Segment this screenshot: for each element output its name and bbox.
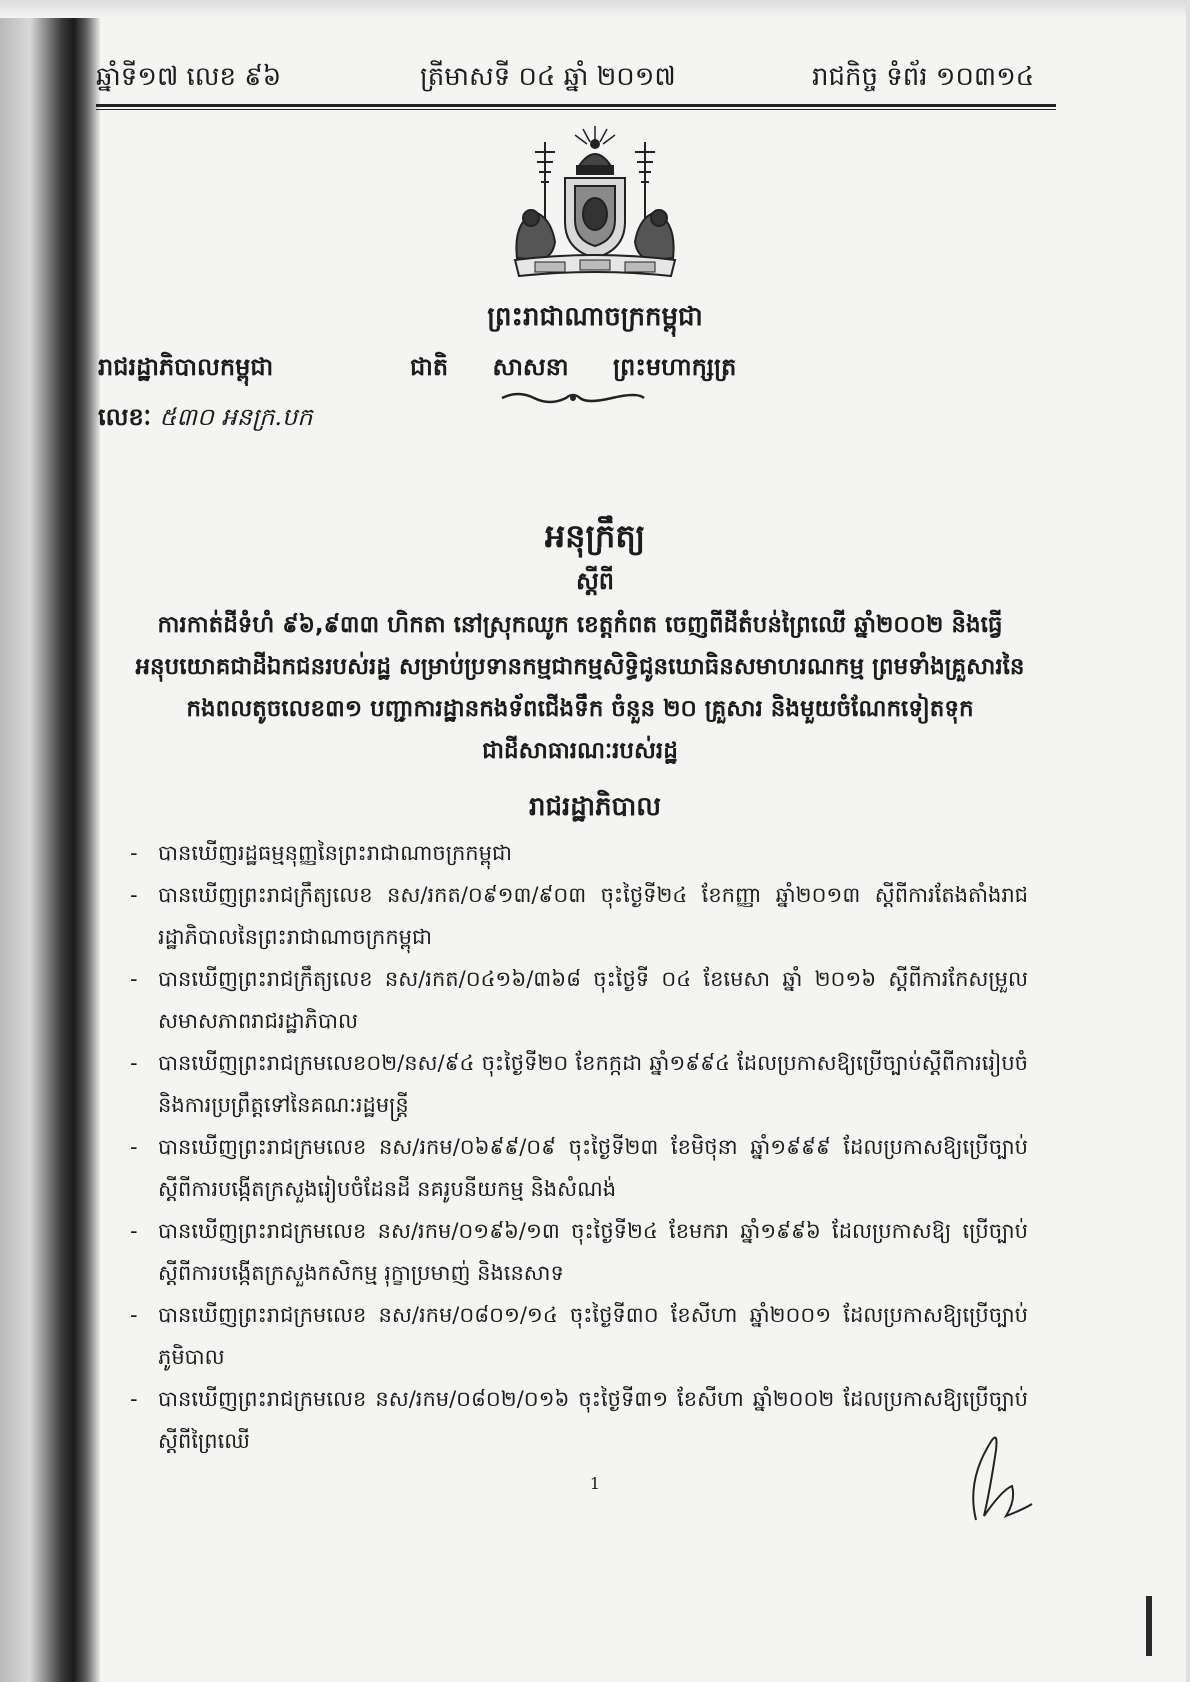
scan-shadow-top	[0, 0, 1190, 18]
gazette-page: រាជកិច្ច ទំព័រ ១០៣១៤	[812, 62, 1035, 92]
scan-shadow	[0, 0, 100, 1682]
page-number: 1	[589, 1474, 601, 1493]
scan-mark	[1146, 1596, 1152, 1656]
national-motto	[410, 352, 772, 387]
kingdom-title: ព្រះរាជាណាចក្រកម្ពុជា	[487, 302, 703, 332]
header-rule	[96, 104, 1056, 110]
preamble-item: - បានឃើញព្រះរាជក្រឹត្យលេខ នស/រកត/០៤១៦/៣៦៨ ចុះថ្ងៃទី ០៤ ខែមេសា ឆ្នាំ ២០១៦ ស្តីពីការកែសម្រួលសមាសភាពរាជរដ្ឋាភិបាល	[128, 958, 1028, 1042]
gazette-quarter: ត្រីមាសទី ០៤ ឆ្នាំ ២០១៧	[420, 62, 676, 92]
preamble-item: - បានឃើញព្រះរាជក្រមលេខ នស/រកម/០១៩៦/១៣ ចុះថ្ងៃទី២៤ ខែមករា ឆ្នាំ១៩៩៦ ដែលប្រកាសឱ្យ ប្រើច្បាប់ ស្តីពីការបង្កើតក្រសួងកសិកម្ម រុក្ខាប្រមាញ់ និងនេសាទ	[128, 1210, 1028, 1294]
document-number	[98, 402, 312, 437]
document-subject: ការកាត់ដីទំហំ ៩៦,៩៣៣ ហិកតា នៅស្រុកឈូក ខេត្តកំពត ចេញពីដីតំបន់ព្រៃឈើ ឆ្នាំ២០០២ និងធ្វើអនុបយោគជាដីឯកជនរបស់រដ្ឋ សម្រាប់ប្រទានកម្មជាកម្មសិទ្ធិជូនឃោធិនសមាហរណកម្ម ព្រមទាំងគ្រួសារនៃកងពលតូចលេខ៣១ បញ្ជាការដ្ឋានកងទ័ពជើងទឹក ចំនួន ២០ គ្រួសារ និងមួយចំណែកទៀតទុកជាដីសាធារណៈរបស់រដ្ឋ	[135, 612, 1025, 764]
preamble-item: - បានឃើញព្រះរាជក្រមលេខ០២/នស/៩៤ ចុះថ្ងៃទី២០ ខែកក្កដា ឆ្នាំ១៩៩៤ ដែលប្រកាសឱ្យប្រើច្បាប់ស្តីពីការរៀបចំនិងការប្រព្រឹត្តទៅនៃគណៈរដ្ឋមន្ត្រី	[128, 1042, 1028, 1126]
preamble-item: - បានឃើញព្រះរាជក្រមលេខ នស/រកម/០៨០១/១៤ ចុះថ្ងៃទី៣០ ខែសីហា ឆ្នាំ២០០១ ដែលប្រកាសឱ្យប្រើច្បាប់ភូមិបាល	[128, 1294, 1028, 1378]
handwritten-signature-icon	[962, 1420, 1042, 1530]
government-heading: រាជរដ្ឋាភិបាល	[528, 792, 662, 822]
preamble-item: - បានឃើញរដ្ឋធម្មនុញ្ញនៃព្រះរាជាណាចក្រកម្ពុជា	[128, 832, 1028, 874]
document-about: ស្តីពី	[575, 567, 615, 595]
preamble-list	[128, 832, 1028, 1462]
preamble-item: - បានឃើញព្រះរាជក្រមលេខ នស/រកម/០៦៩៩/០៩ ចុះថ្ងៃទី២៣ ខែមិថុនា ឆ្នាំ១៩៩៩ ដែលប្រកាសឱ្យប្រើច្បាប់ស្តីពីការបង្កើតក្រសួងរៀបចំដែនដី នគរូបនីយកម្ម និងសំណង់	[128, 1126, 1028, 1210]
motto-king: ព្រះមហាក្សត្រ	[612, 353, 737, 381]
page-edge	[1186, 0, 1190, 1682]
document-number-value: ៥៣០ អនក្រ.បក	[159, 403, 313, 431]
government-name: រាជរដ្ឋាភិបាលកម្ពុជា	[98, 353, 274, 381]
decorative-flourish-icon	[498, 390, 648, 406]
gazette-issue: ឆ្នាំទី១៧ លេខ ៩៦	[96, 62, 282, 92]
document-number-prefix: លេខៈ	[98, 403, 152, 431]
preamble-item: - បានឃើញព្រះរាជក្រឹត្យលេខ នស/រកត/០៩១៣/៩០៣ ចុះថ្ងៃទី២៤ ខែកញ្ញា ឆ្នាំ២០១៣ ស្តីពីការតែងតាំងរាជរដ្ឋាភិបាលនៃព្រះរាជាណាចក្រកម្ពុជា	[128, 874, 1028, 958]
motto-nation: ជាតិ	[410, 353, 449, 381]
preamble-item: - បានឃើញព្រះរាជក្រមលេខ នស/រកម/០៨០២/០១៦ ចុះថ្ងៃទី៣១ ខែសីហា ឆ្នាំ២០០២ ដែលប្រកាសឱ្យប្រើច្បាប់ស្តីពីព្រៃឈើ	[128, 1378, 1028, 1462]
document-title: អនុក្រឹត្យ	[544, 517, 646, 555]
royal-arms-emblem-icon	[495, 122, 695, 280]
motto-religion: សាសនា	[492, 353, 569, 381]
